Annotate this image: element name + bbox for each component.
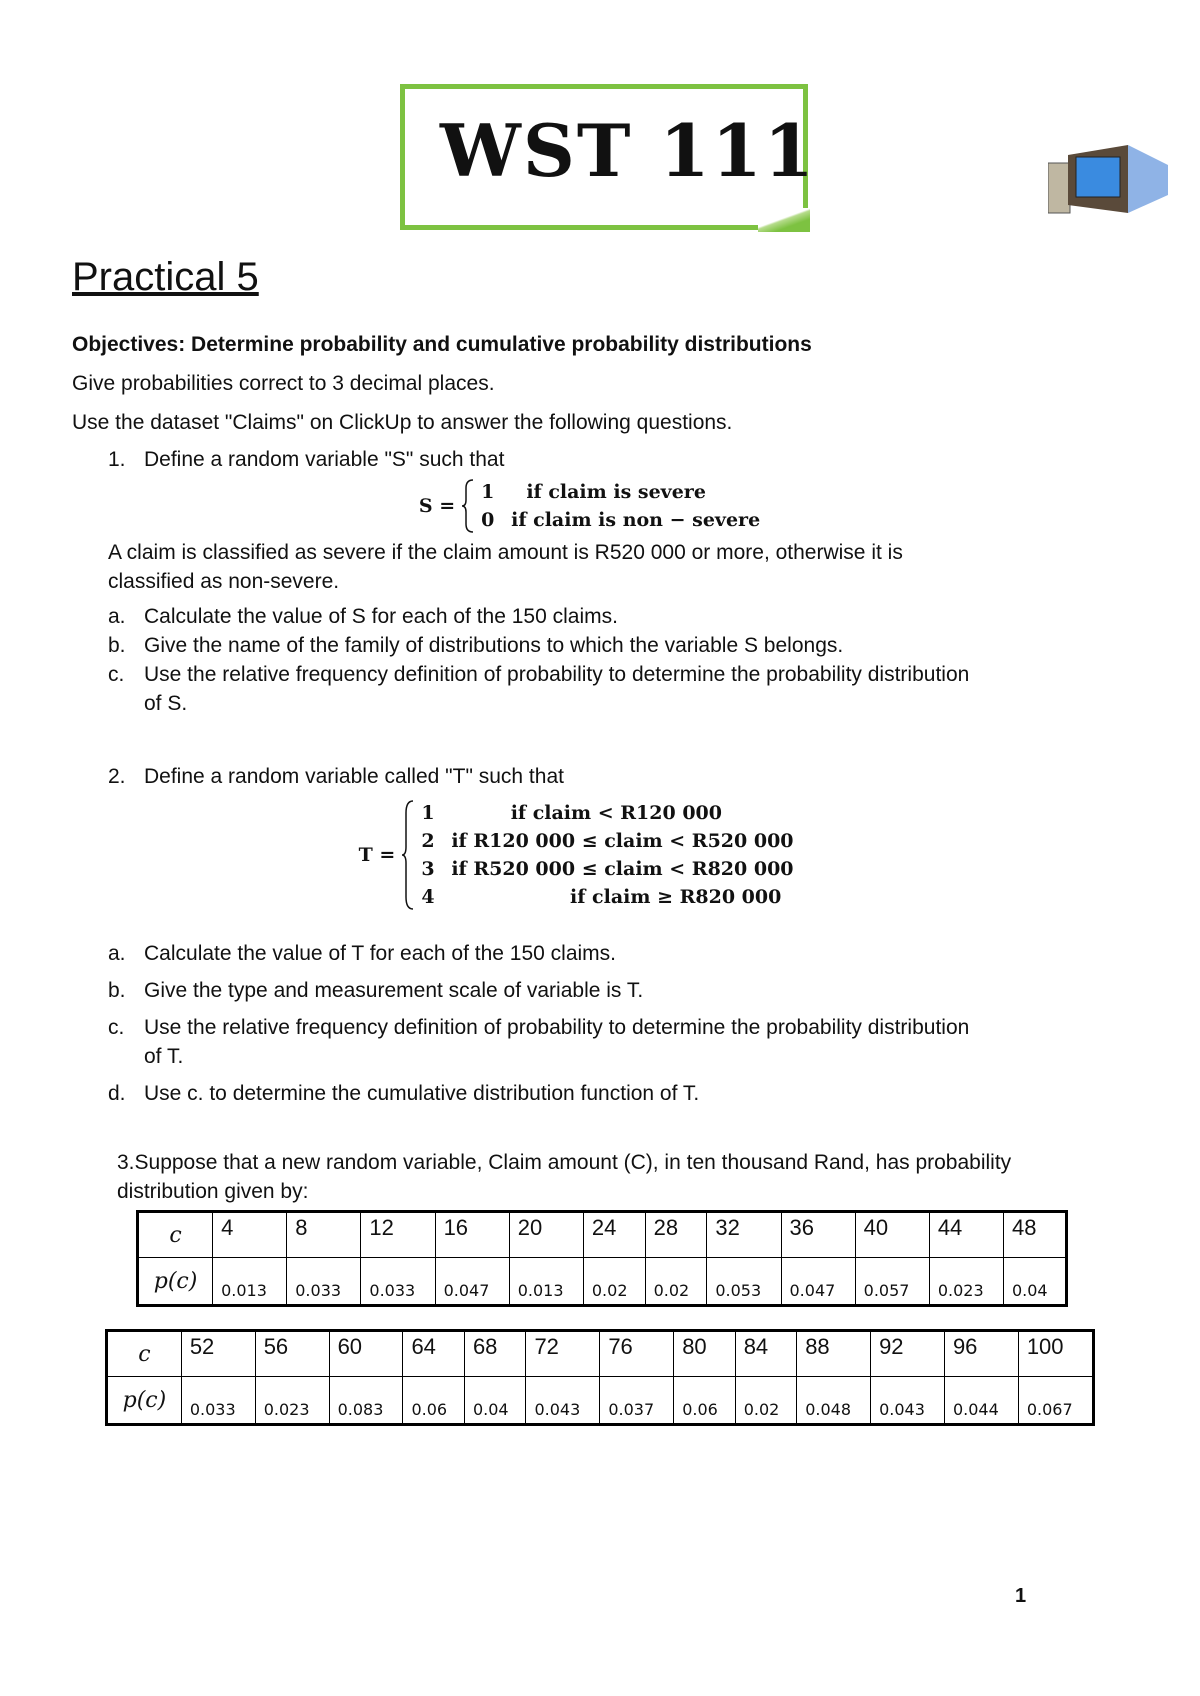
c-value: 24 <box>583 1212 645 1258</box>
c-value: 72 <box>526 1331 600 1377</box>
probability-value: 0.033 <box>181 1377 255 1425</box>
c-value: 12 <box>361 1212 435 1258</box>
formula-condition: if claim < R120 000 <box>510 802 722 824</box>
formula-condition: if claim ≥ R820 000 <box>570 886 782 908</box>
formula-value: 1 <box>481 481 495 503</box>
computer-icon <box>1048 145 1168 220</box>
question-text: Define a random variable called "T" such that <box>144 765 564 788</box>
probability-value: 0.053 <box>707 1258 781 1306</box>
probability-value: 0.02 <box>735 1377 797 1425</box>
q1-parts <box>108 602 988 718</box>
row-label-pc: p(c) <box>138 1258 213 1306</box>
formula-lhs: T = <box>358 844 396 866</box>
part-label: c. <box>108 1016 125 1039</box>
probability-value: 0.023 <box>255 1377 329 1425</box>
part-text: Use the relative frequency definition of probability to determine the probability distribution of S. <box>144 663 970 715</box>
probability-value: 0.02 <box>645 1258 707 1306</box>
part-label: a. <box>108 605 126 628</box>
probability-value: 0.048 <box>797 1377 871 1425</box>
formula-s <box>28 478 1112 534</box>
c-value: 32 <box>707 1212 781 1258</box>
logo-page-curl <box>758 208 810 232</box>
part-label: c. <box>108 663 125 686</box>
probability-value: 0.057 <box>855 1258 929 1306</box>
probability-value: 0.013 <box>213 1258 287 1306</box>
probability-value: 0.023 <box>929 1258 1003 1306</box>
formula-value: 4 <box>421 886 435 908</box>
probability-value: 0.047 <box>781 1258 855 1306</box>
probability-value: 0.043 <box>526 1377 600 1425</box>
part-text: Use the relative frequency definition of probability to determine the probability distribution of T. <box>144 1016 970 1068</box>
c-value: 20 <box>509 1212 583 1258</box>
brace-icon <box>401 799 415 911</box>
c-value: 8 <box>287 1212 361 1258</box>
formula-value: 1 <box>421 802 435 824</box>
page-number: 1 <box>1015 1585 1027 1607</box>
probability-value: 0.013 <box>509 1258 583 1306</box>
probability-value: 0.02 <box>583 1258 645 1306</box>
probability-value: 0.083 <box>329 1377 403 1425</box>
severe-definition: A claim is classified as severe if the claim amount is R520 000 or more, otherwise it is classified as non-severe. <box>108 541 903 593</box>
c-value: 40 <box>855 1212 929 1258</box>
row-label-c: c <box>138 1212 213 1258</box>
formula-value: 0 <box>481 509 495 531</box>
formula-condition: if R120 000 ≤ claim < R520 000 <box>451 830 794 852</box>
c-value: 76 <box>600 1331 674 1377</box>
part-text: Give the name of the family of distributions to which the variable S belongs. <box>144 634 844 657</box>
probability-value: 0.033 <box>361 1258 435 1306</box>
c-value: 28 <box>645 1212 707 1258</box>
formula-condition: if claim is non − severe <box>511 509 761 531</box>
document-body <box>72 252 1112 1426</box>
probability-value: 0.04 <box>464 1377 526 1425</box>
question-1 <box>108 445 1112 718</box>
part-label: b. <box>108 979 126 1002</box>
part-label: a. <box>108 942 126 965</box>
c-value: 60 <box>329 1331 403 1377</box>
question-number: 2. <box>108 765 126 788</box>
c-value: 88 <box>797 1331 871 1377</box>
row-label-pc: p(c) <box>107 1377 182 1425</box>
c-value: 36 <box>781 1212 855 1258</box>
c-value: 4 <box>213 1212 287 1258</box>
brace-icon <box>461 478 475 534</box>
c-value: 84 <box>735 1331 797 1377</box>
instruction: Give probabilities correct to 3 decimal places. <box>72 372 495 395</box>
q2-parts <box>108 939 988 1108</box>
c-value: 64 <box>403 1331 465 1377</box>
probability-value: 0.043 <box>871 1377 945 1425</box>
part-text: Calculate the value of S for each of the 150 claims. <box>144 605 618 628</box>
c-value: 56 <box>255 1331 329 1377</box>
instruction: Use the dataset "Claims" on ClickUp to answer the following questions. <box>72 411 733 434</box>
course-logo: WST 111 <box>440 108 816 193</box>
part-label: d. <box>108 1082 126 1105</box>
formula-lhs: S = <box>418 495 456 517</box>
probability-value: 0.067 <box>1018 1377 1093 1425</box>
c-value: 68 <box>464 1331 526 1377</box>
question-number: 1. <box>108 448 126 471</box>
formula-value: 2 <box>421 830 435 852</box>
c-value: 16 <box>435 1212 509 1258</box>
c-value: 80 <box>674 1331 736 1377</box>
c-value: 48 <box>1003 1212 1066 1258</box>
part-label: b. <box>108 634 126 657</box>
formula-t <box>28 799 1112 911</box>
probability-table-2 <box>105 1329 1095 1426</box>
probability-value: 0.06 <box>674 1377 736 1425</box>
probability-value: 0.04 <box>1003 1258 1066 1306</box>
c-value: 52 <box>181 1331 255 1377</box>
formula-condition: if R520 000 ≤ claim < R820 000 <box>451 858 794 880</box>
part-text: Calculate the value of T for each of the 150 claims. <box>144 942 616 965</box>
question-3-text: 3.Suppose that a new random variable, Claim amount (C), in ten thousand Rand, has probability distribution given by: <box>117 1151 1012 1203</box>
probability-value: 0.033 <box>287 1258 361 1306</box>
page-title: Practical 5 <box>72 255 259 299</box>
probability-value: 0.06 <box>403 1377 465 1425</box>
probability-value: 0.037 <box>600 1377 674 1425</box>
c-value: 96 <box>944 1331 1018 1377</box>
part-text: Use c. to determine the cumulative distribution function of T. <box>144 1082 700 1105</box>
part-text: Give the type and measurement scale of variable is T. <box>144 979 644 1002</box>
c-value: 100 <box>1018 1331 1093 1377</box>
question-2 <box>108 762 1112 1108</box>
probability-table-1 <box>136 1210 1068 1307</box>
probability-value: 0.044 <box>944 1377 1018 1425</box>
formula-value: 3 <box>421 858 435 880</box>
objectives: Objectives: Determine probability and cumulative probability distributions <box>72 333 812 356</box>
probability-value: 0.047 <box>435 1258 509 1306</box>
c-value: 92 <box>871 1331 945 1377</box>
question-text: Define a random variable "S" such that <box>144 448 505 471</box>
row-label-c: c <box>107 1331 182 1377</box>
c-value: 44 <box>929 1212 1003 1258</box>
formula-condition: if claim is severe <box>526 481 706 503</box>
